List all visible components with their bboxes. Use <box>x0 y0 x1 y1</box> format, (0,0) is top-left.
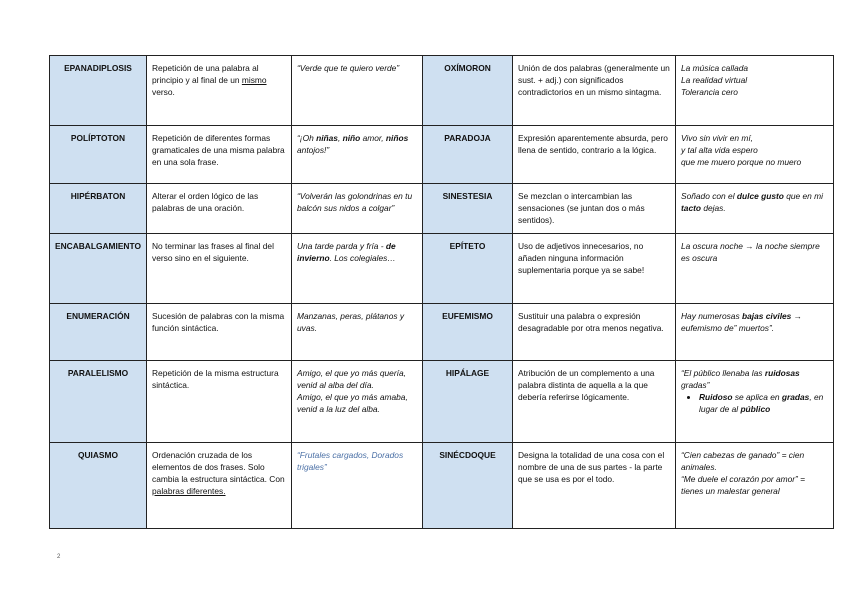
definition-cell: Alterar el orden lógico de las palabras de una oración. <box>147 184 292 234</box>
definition-cell: Unión de dos palabras (generalmente un sust. + adj.) con significados contradictorios en un mismo sintagma. <box>513 56 676 126</box>
definition-cell: Atribución de un complemento a una palabra distinta de aquella a la que debería referirse lógicamente. <box>513 361 676 443</box>
table-row <box>50 443 834 529</box>
table-row <box>50 361 834 443</box>
term-cell: QUIASMO <box>50 443 147 529</box>
definition-cell: Designa la totalidad de una cosa con el nombre de una de sus partes - la parte que se usa es por el todo. <box>513 443 676 529</box>
definition-cell: Repetición de una palabra al principio y al final de un mismo verso. <box>147 56 292 126</box>
term-cell: HIPÉRBATON <box>50 184 147 234</box>
table-row <box>50 304 834 361</box>
term-cell: EUFEMISMO <box>423 304 513 361</box>
term-cell: POLÍPTOTON <box>50 126 147 184</box>
term-cell: HIPÁLAGE <box>423 361 513 443</box>
example-cell: “Volverán las golondrinas en tu balcón sus nidos a colgar” <box>292 184 423 234</box>
example-cell: Hay numerosas bajas civiles → eufemismo de” muertos”. <box>676 304 834 361</box>
definition-cell: Repetición de diferentes formas gramaticales de una misma palabra en una sola frase. <box>147 126 292 184</box>
example-cell: “¡Oh niñas, niño amor, niños antojos!” <box>292 126 423 184</box>
table-row <box>50 234 834 304</box>
term-cell: SINESTESIA <box>423 184 513 234</box>
example-cell: “Frutales cargados, Dorados trigales” <box>292 443 423 529</box>
example-cell: Vivo sin vivir en mí, y tal alta vida espero que me muero porque no muero <box>676 126 834 184</box>
example-cell: “Verde que te quiero verde” <box>292 56 423 126</box>
term-cell: SINÉCDOQUE <box>423 443 513 529</box>
example-cell: La oscura noche → la noche siempre es oscura <box>676 234 834 304</box>
table-row <box>50 184 834 234</box>
definition-cell: Sucesión de palabras con la misma función sintáctica. <box>147 304 292 361</box>
term-cell: PARADOJA <box>423 126 513 184</box>
term-cell: EPANADIPLOSIS <box>50 56 147 126</box>
definition-cell: Expresión aparentemente absurda, pero llena de sentido, contrario a la lógica. <box>513 126 676 184</box>
term-cell: ENUMERACIÓN <box>50 304 147 361</box>
rhetorical-figures-table <box>49 55 834 529</box>
example-cell: Manzanas, peras, plátanos y uvas. <box>292 304 423 361</box>
example-cell: La música callada La realidad virtual Tolerancia cero <box>676 56 834 126</box>
example-cell: Una tarde parda y fría - de invierno. Los colegiales… <box>292 234 423 304</box>
example-cell: Soñado con el dulce gusto que en mi tacto dejas. <box>676 184 834 234</box>
definition-cell: No terminar las frases al final del verso sino en el siguiente. <box>147 234 292 304</box>
term-cell: PARALELISMO <box>50 361 147 443</box>
example-bullet-list <box>681 391 828 415</box>
example-cell: “Cien cabezas de ganado” = cien animales. “Me duele el corazón por amor” = tienes un malestar general <box>676 443 834 529</box>
definition-cell: Sustituir una palabra o expresión desagradable por otra menos negativa. <box>513 304 676 361</box>
list-item: • Ruidoso se aplica en gradas, en lugar de al público <box>699 391 828 415</box>
example-cell: Amigo, el que yo más quería, venid al alba del día. Amigo, el que yo más amaba, venid a la luz del alba. <box>292 361 423 443</box>
table-row <box>50 56 834 126</box>
example-cell: “El público llenaba las ruidosas gradas” • Ruidoso se aplica en gradas, en lugar de al público <box>676 361 834 443</box>
term-cell: ENCABALGAMIENTO <box>50 234 147 304</box>
definition-cell: Se mezclan o intercambian las sensaciones (se juntan dos o más sentidos). <box>513 184 676 234</box>
table-row <box>50 126 834 184</box>
term-cell: OXÍMORON <box>423 56 513 126</box>
page-number: 2 <box>57 554 61 560</box>
definition-cell: Ordenación cruzada de los elementos de dos frases. Solo cambia la estructura sintáctica. Con palabras diferentes. <box>147 443 292 529</box>
definition-cell: Repetición de la misma estructura sintáctica. <box>147 361 292 443</box>
term-cell: EPÍTETO <box>423 234 513 304</box>
definition-cell: Uso de adjetivos innecesarios, no añaden ninguna información suplementaria porque ya se sabe! <box>513 234 676 304</box>
